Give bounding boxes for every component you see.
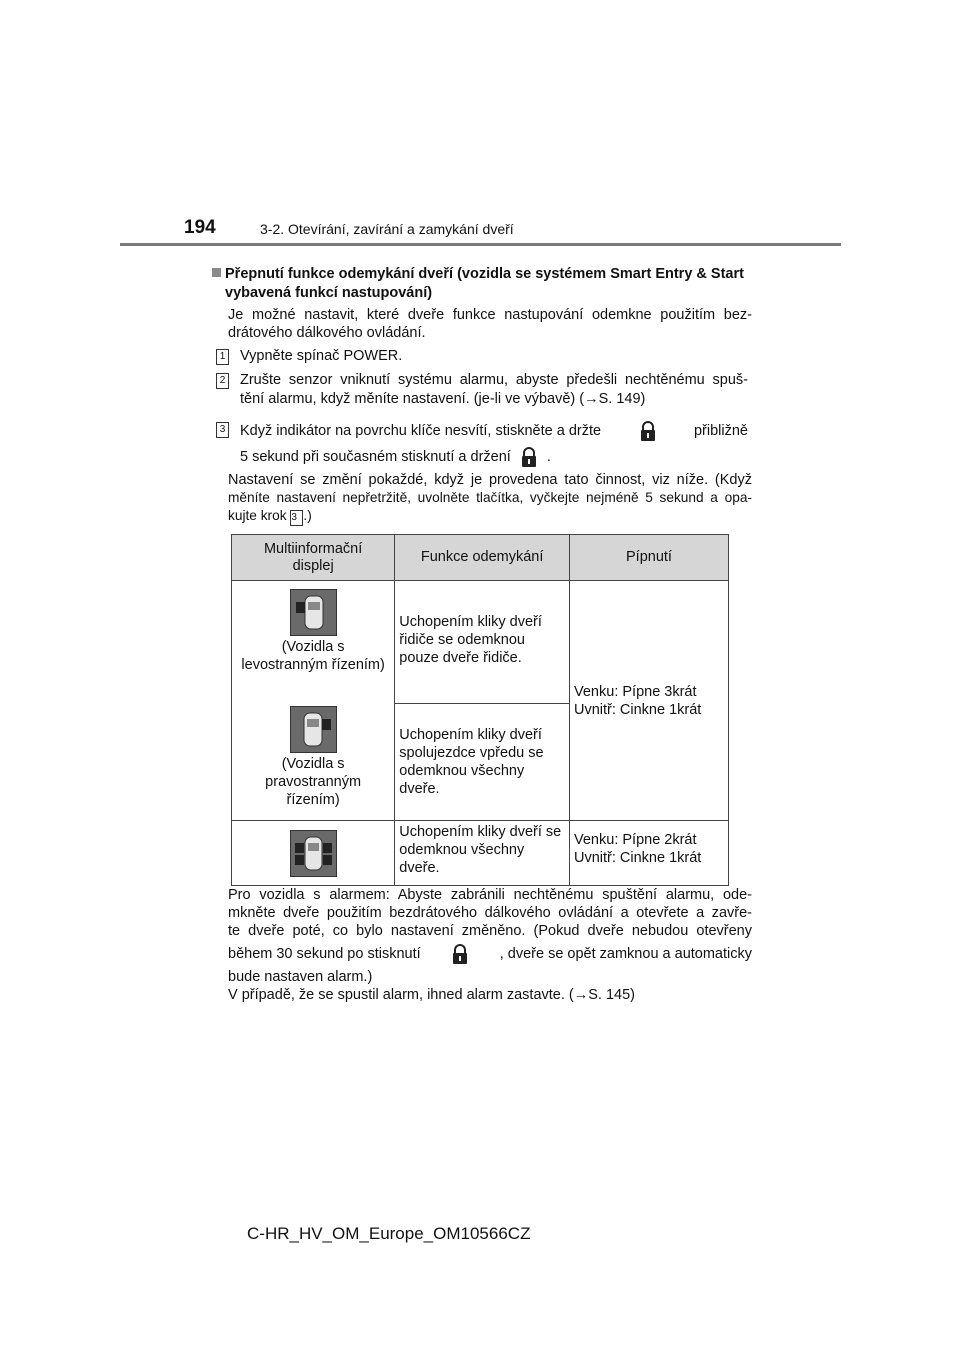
step-3: 3 Když indikátor na povrchu klíče nesvítí, stiskněte a držte přibližně 5 sekund při současném stisknutí a držení . <box>216 418 752 470</box>
setting-note: Nastavení se změní pokaždé, když je provedena tato činnost, viz níže. (Když měníte nastavení nepřetržitě, uvolněte tlačítka, vyčkejte nejméně 5 sekund a opa- kujte krok 3 .) <box>228 471 752 526</box>
intro-paragraph: Je možné nastavit, které dveře funkce nastupování odemkne použitím bez- drátového dálkového ovládání. <box>228 307 752 341</box>
header-divider <box>120 243 841 246</box>
function-cell: Uchopením kliky dveří spolujezdce vpředu se odemknou všechny dveře. <box>395 704 570 821</box>
page-number: 194 <box>184 217 216 238</box>
lock-icon <box>519 446 539 468</box>
table-header-row <box>232 535 729 581</box>
beep-cell: Venku: Pípne 3krát Uvnitř: Cinkne 1krát <box>570 581 729 821</box>
lock-icon <box>450 943 470 965</box>
function-cell: Uchopením kliky dveří se odemknou všechny dveře. <box>395 821 570 886</box>
table-header: Pípnutí <box>570 535 729 581</box>
passenger-door-display-icon <box>290 706 337 753</box>
step-number: 2 <box>216 373 229 389</box>
step-reference: 3 <box>290 510 303 526</box>
table-header: Multiinformační displej <box>232 535 395 581</box>
alarm-note: Pro vozidla s alarmem: Abyste zabránili nechtěnému spuštění alarmu, ode- mkněte dveře použitím bezdrátového dálkového ovládání a otevřete a zavře- te dveře poté, co bylo nastavení změněno. (Pokud dveře nebudou otevřeny během 30 sekund po stisknutí , dveře se opět zamknou a automaticky bude nastaven alarm.) V případě, že se spustil alarm, ihned alarm zastavte. (→S. 145) <box>228 887 752 1003</box>
unlock-settings-table <box>231 534 729 886</box>
bullet-square-icon <box>212 268 221 277</box>
step-number: 1 <box>216 349 229 365</box>
subsection-heading: Přepnutí funkce odemykání dveří (vozidla se systémem Smart Entry & Start vybavená funkcí nastupování) <box>212 265 752 303</box>
beep-cell: Venku: Pípne 2krát Uvnitř: Cinkne 1krát <box>570 821 729 886</box>
section-title: 3-2. Otevírání, zavírání a zamykání dveří <box>260 221 514 237</box>
driver-door-display-icon <box>290 589 337 636</box>
document-code: C-HR_HV_OM_Europe_OM10566CZ <box>247 1224 531 1243</box>
function-cell: Uchopením kliky dveří řidiče se odemknou pouze dveře řidiče. <box>395 581 570 704</box>
table-header: Funkce odemykání <box>395 535 570 581</box>
step-1: 1 Vypněte spínač POWER. <box>216 347 752 367</box>
table-row <box>232 581 729 704</box>
display-cell <box>232 821 395 886</box>
display-cell: (Vozidla s levostranným řízením) (Vozidla s pravostranným řízením) <box>232 581 395 821</box>
step-2: 2 Zrušte senzor vniknutí systému alarmu, abyste předešli nechtěnému spuš- tění alarmu, když měníte nastavení. (je-li ve výbavě) (→S. 149) <box>216 371 752 411</box>
all-doors-display-icon <box>290 830 337 877</box>
step-number: 3 <box>216 422 229 438</box>
table-row <box>232 821 729 886</box>
lock-icon <box>638 420 658 442</box>
